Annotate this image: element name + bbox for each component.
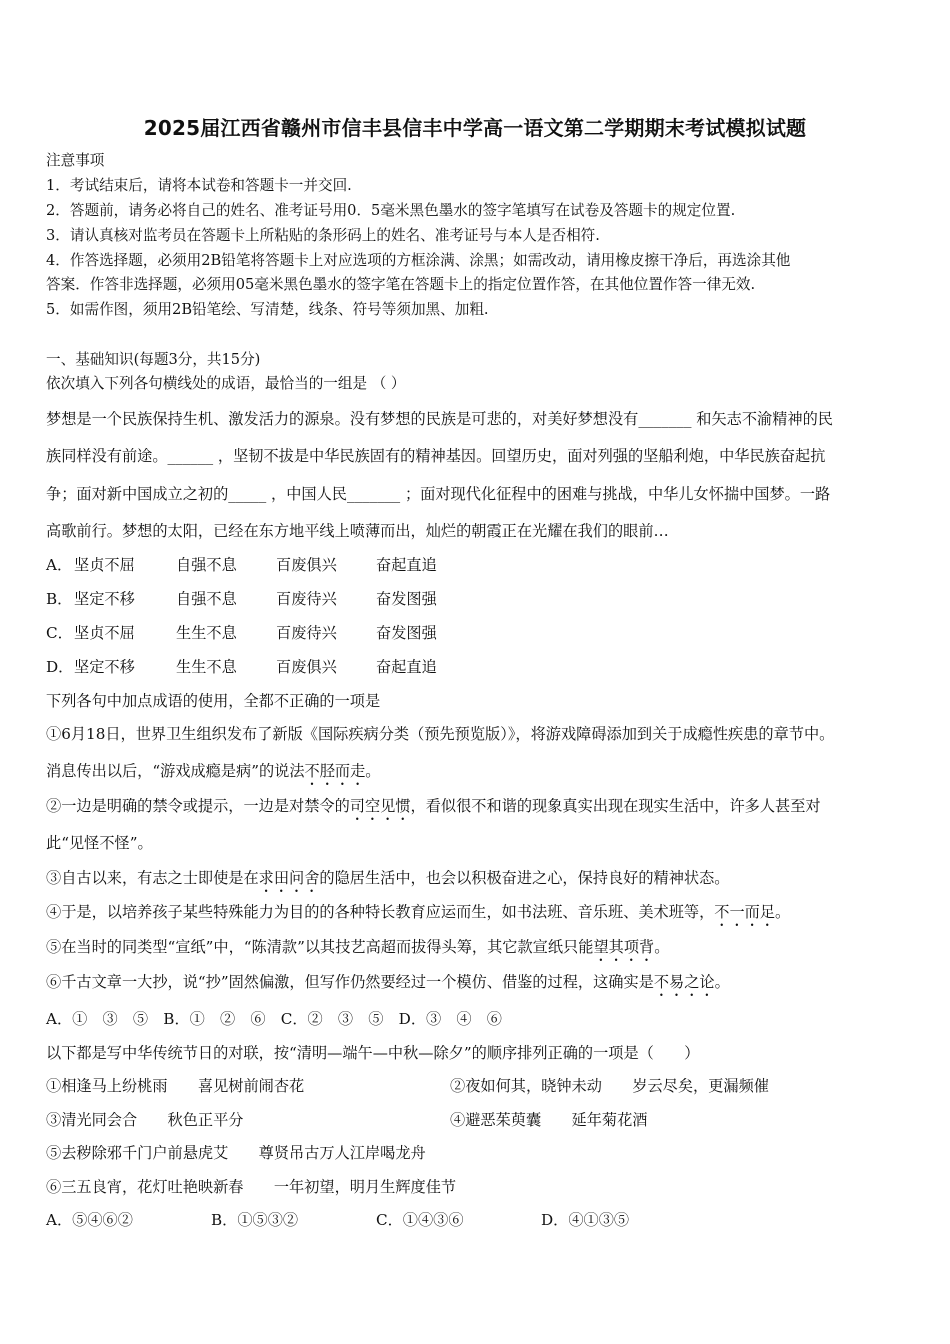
sentence-text: 。 (365, 762, 381, 780)
option-label: D． (46, 658, 74, 676)
sentence-text: 消息传出以后，“游戏成瘾是病”的说法 (46, 762, 305, 780)
section-heading: 一、基础知识(每题3分，共15分) (46, 351, 261, 368)
option-term: 奋发图强 (376, 624, 437, 642)
option-term: 坚贞不屈 (74, 556, 135, 574)
notice-item: 4．作答选择题，必须用2B铅笔将答题卡上对应选项的方框涂满、涂黑；如需改动，请用橡皮擦干净后，再选涂其他 (46, 252, 791, 269)
sentence-line (46, 972, 916, 1000)
passage-line: 梦想是一个民族保持生机、激发活力的源泉。没有梦想的民族是可悲的，对美好梦想没有_______ 和矢志不渝精神的民 (46, 410, 833, 428)
option-term: 自强不息 (176, 590, 237, 608)
option-label: B． (46, 590, 73, 608)
sentence-text: ⑥千古文章一大抄，说“抄”固然偏激，但写作仍然要经过一个模仿、借鉴的过程，这确实是 (46, 973, 654, 991)
sentence-text: ④于是，以培养孩子某些特殊能力为目的的各种特长教育应运而生，如书法班、音乐班、美术班等， (46, 903, 715, 921)
option-term: 百废俱兴 (276, 556, 337, 574)
question-stem: 依次填入下列各句横线处的成语，最恰当的一组是 （ ） (46, 375, 406, 392)
couplet: ②夜如何其，晓钟未动 岁云尽矣，更漏频催 (450, 1077, 769, 1095)
sentence-line (46, 937, 916, 965)
couplet: ③清光同会合 秋色正平分 (46, 1111, 244, 1129)
answer-option: C．①④③⑥ (376, 1211, 464, 1229)
question-stem: 以下都是写中华传统节日的对联，按“清明—端午—中秋—除夕”的顺序排列正确的一项是（ ） (46, 1044, 700, 1062)
sentence-text: ⑤在当时的同类型“宣纸”中，“陈清款”以其技艺高超而拔得头筹，其它款宣纸只能 (46, 938, 594, 956)
option-term: 奋发图强 (376, 590, 437, 608)
couplet: ⑥三五良宵，花灯吐艳映新春 一年初望，明月生辉度佳节 (46, 1178, 457, 1196)
answer-option: A．⑤④⑥② (46, 1211, 133, 1229)
sentence-line (46, 761, 916, 789)
sentence-text: ，看似很不和谐的现象真实出现在现实生活中，许多人甚至对 (410, 797, 821, 815)
answer-option: B．①⑤③② (211, 1211, 299, 1229)
option-term: 生生不息 (176, 658, 237, 676)
couplet: ①相逢马上纷桃雨 喜见树前闹杏花 (46, 1077, 305, 1095)
couplet: ④避恶茱萸囊 延年菊花酒 (450, 1111, 648, 1129)
option-term: 百废待兴 (276, 590, 337, 608)
notice-item: 2．答题前，请务必将自己的姓名、准考证号用0．5毫米黑色墨水的签字笔填写在试卷及答题卡的规定位置. (46, 202, 736, 219)
dotted-idiom: 不易之论 (653, 973, 715, 991)
dotted-idiom: 求田问舍 (258, 869, 320, 887)
option-term: 奋起直追 (376, 556, 437, 574)
option-term: 坚定不移 (74, 590, 135, 608)
notice-item: 1．考试结束后，请将本试卷和答题卡一并交回. (46, 177, 352, 194)
sentence-text: 的隐居生活中，也会以积极奋进之心，保持良好的精神状态。 (319, 869, 730, 887)
option-term: 生生不息 (176, 624, 237, 642)
option-term: 百废待兴 (276, 624, 337, 642)
sentence-text: 。 (654, 938, 670, 956)
option-term: 坚定不移 (74, 658, 135, 676)
notice-item: 3．请认真核对监考员在答题卡上所粘贴的条形码上的姓名、准考证号与本人是否相符. (46, 227, 600, 244)
dotted-idiom: 望其项背 (593, 938, 655, 956)
sentence-text: ②一边是明确的禁令或提示，一边是对禁令的 (46, 797, 350, 815)
passage-line: 高歌前行。梦想的太阳，已经在东方地平线上喷薄而出，灿烂的朝霞正在光耀在我们的眼前… (46, 522, 669, 540)
option-term: 奋起直追 (376, 658, 437, 676)
notice-item: 5．如需作图，须用2B铅笔绘、写清楚，线条、符号等须加黑、加粗. (46, 301, 489, 318)
sentence-line: 此“见怪不怪”。 (46, 834, 153, 852)
dotted-idiom: 不一而足 (714, 903, 775, 921)
answer-options: A．① ③ ⑤ B．① ② ⑥ C．② ③ ⑤ D．③ ④ ⑥ (46, 1010, 502, 1028)
sentence-line (46, 796, 916, 824)
sentence-line (46, 902, 916, 930)
question-stem: 下列各句中加点成语的使用，全都不正确的一项是 (46, 692, 381, 710)
sentence-line: ①6月18日，世界卫生组织发布了新版《国际疾病分类（预先预览版）》，将游戏障碍添加到关于成瘾性疾患的章节中。 (46, 725, 835, 743)
sentence-line (46, 868, 916, 896)
sentence-text: 。 (714, 973, 730, 991)
answer-option: D．④①③⑤ (541, 1211, 630, 1229)
page-title: 2025届江西省赣州市信丰县信丰中学高一语文第二学期期末考试模拟试题 (143, 116, 807, 140)
option-term: 坚贞不屈 (74, 624, 135, 642)
option-term: 百废俱兴 (276, 658, 337, 676)
passage-line: 争；面对新中国成立之初的_____ ，中国人民_______ ；面对现代化征程中的困难与挑战，中华儿女怀揣中国梦。一路 (46, 485, 831, 503)
option-term: 自强不息 (176, 556, 237, 574)
sentence-text: ③自古以来，有志之士即使是在 (46, 869, 259, 887)
sentence-text: 。 (775, 903, 791, 921)
notice-item: 答案．作答非选择题，必须用05毫米黑色墨水的签字笔在答题卡上的指定位置作答，在其他位置作答一律无效. (46, 276, 756, 293)
couplet: ⑤去秽除邪千门户前悬虎艾 尊贤吊古万人江岸喝龙舟 (46, 1144, 426, 1162)
dotted-idiom: 不胫而走 (304, 762, 366, 780)
passage-line: 族同样没有前途。______ ，坚韧不拔是中华民族固有的精神基因。回望历史，面对列强的坚船利炮，中华民族奋起抗 (46, 447, 826, 465)
option-label: C． (46, 624, 73, 642)
dotted-idiom: 司空见惯 (349, 797, 411, 815)
notice-heading: 注意事项 (46, 152, 105, 169)
option-label: A． (46, 556, 73, 574)
